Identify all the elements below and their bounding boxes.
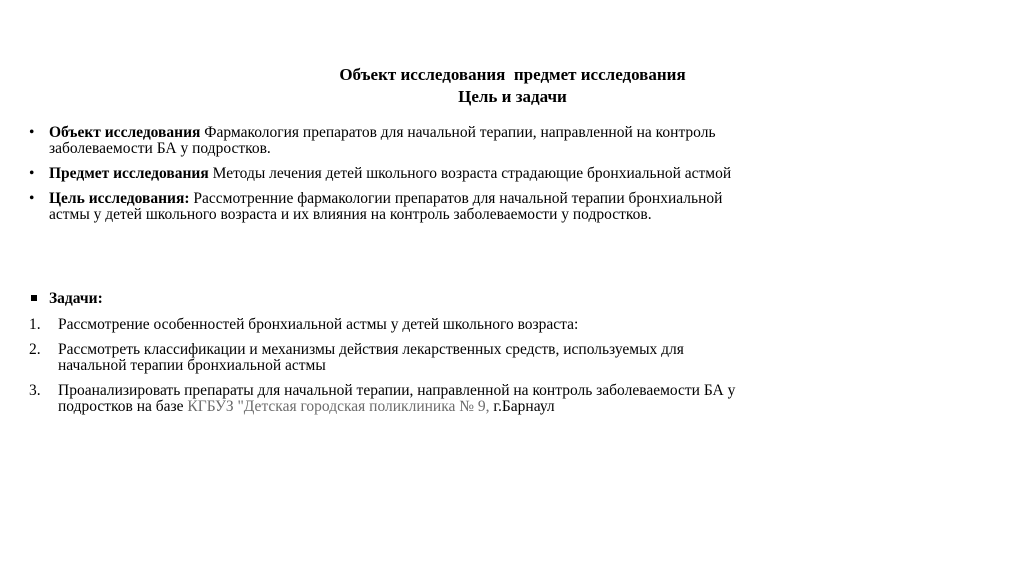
bullet-text: Рассмотренние фармакологии препаратов для начальной терапии бронхиальной астмы у детей школьного возраста и их влияния на контроль заболеваемости у подростков. — [49, 190, 723, 223]
bullet-term: Цель исследования: — [49, 190, 190, 207]
tasks-section — [29, 291, 749, 424]
slide-title — [250, 64, 775, 108]
bullet-text: Фармакология препаратов для начальной терапии, направленной на контроль заболеваемости БА у подростков. — [49, 124, 716, 157]
task-item-1 — [29, 317, 749, 333]
task-item-2 — [29, 342, 749, 374]
task-number: 1. — [29, 316, 41, 333]
bullet-marker: • — [29, 124, 35, 141]
bullet-term: Предмет исследования — [49, 165, 209, 182]
tasks-heading — [29, 291, 749, 307]
task-number: 3. — [29, 382, 41, 399]
task-text: Рассмотреть классификации и механизмы действия лекарственных средств, используемых для начальной терапии бронхиальной астмы — [58, 341, 684, 374]
bullet-marker: • — [29, 165, 35, 182]
title-line-1: Объект исследования предмет исследования — [339, 65, 686, 84]
square-bullet-icon — [31, 295, 37, 301]
task-institution: КГБУЗ "Детская городская поликлиника № 9, — [187, 398, 490, 415]
title-line-2: Цель и задачи — [458, 87, 567, 106]
tasks-heading-text: Задачи: — [49, 290, 103, 307]
bullet-item-goal — [29, 191, 749, 223]
bullet-item-object — [29, 125, 749, 157]
task-city: г.Барнаул — [489, 398, 555, 415]
task-text: Проанализировать препараты для начальной терапии, направленной на контроль заболеваемости БА у подростков на базе — [58, 382, 736, 415]
bullet-text: Методы лечения детей школьного возраста страдающие бронхиальной астмой — [208, 165, 732, 182]
bullet-item-subject — [29, 166, 749, 182]
task-item-3 — [29, 383, 749, 415]
bullet-term: Объект исследования — [49, 124, 201, 141]
bullet-list — [29, 125, 749, 232]
bullet-marker: • — [29, 190, 35, 207]
task-number: 2. — [29, 341, 41, 358]
task-text: Рассмотрение особенностей бронхиальной астмы у детей школьного возраста: — [58, 316, 579, 333]
